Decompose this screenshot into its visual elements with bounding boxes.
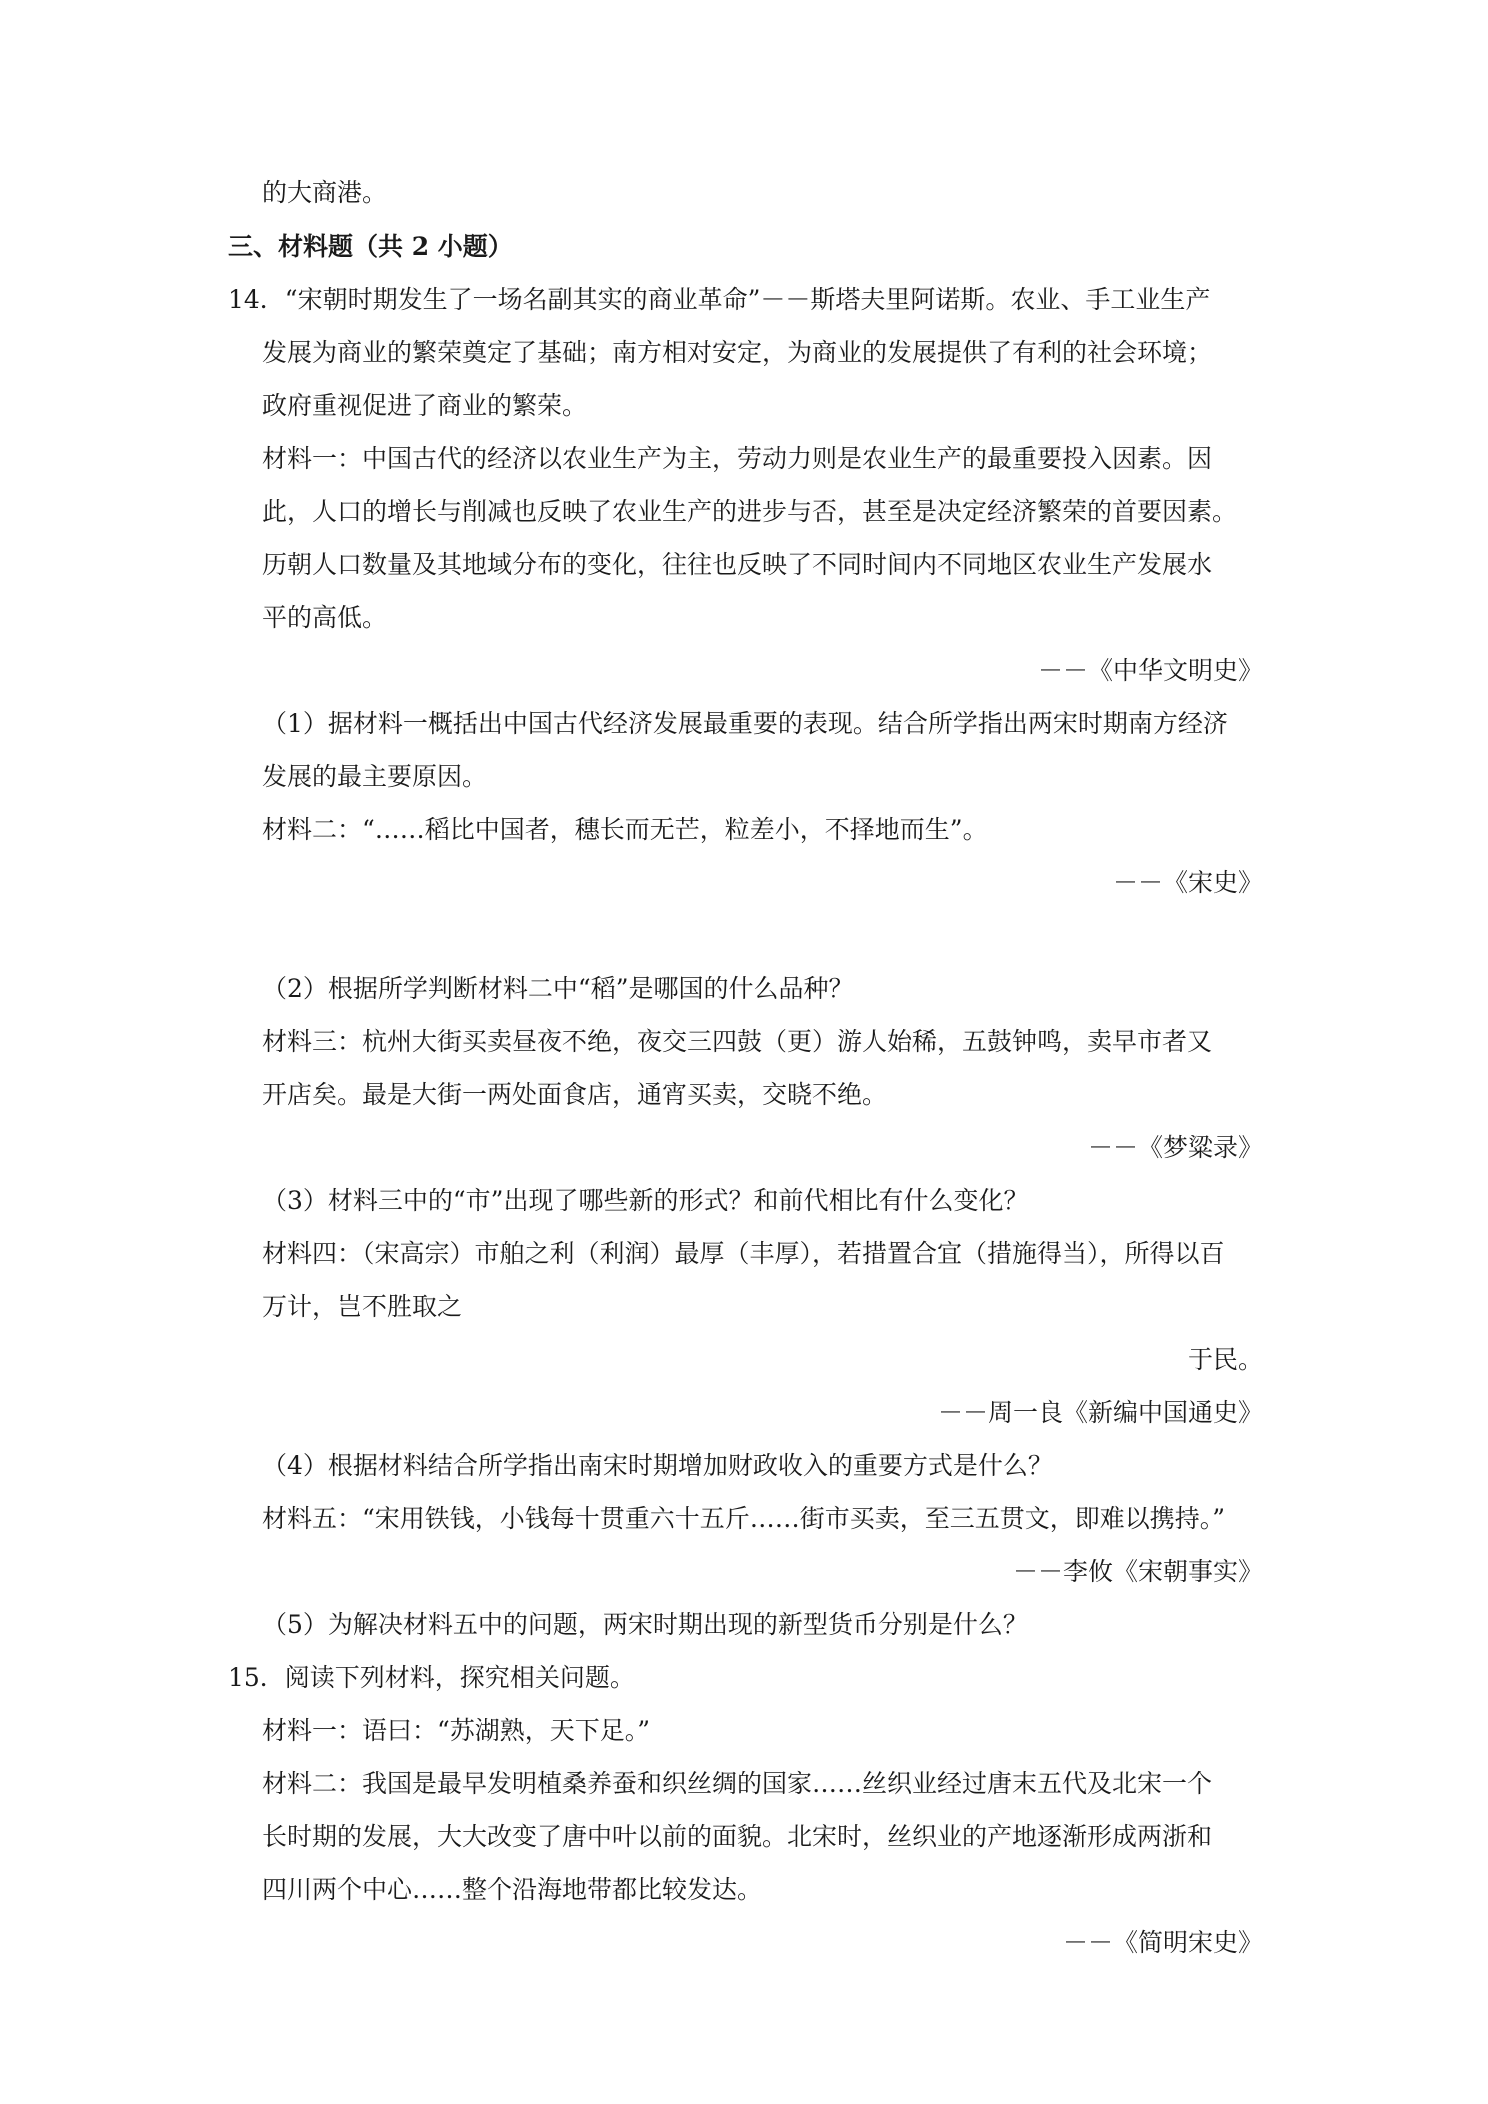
q14-material-1-line-1: 材料一：中国古代的经济以农业生产为主，劳动力则是农业生产的最重要投入因素。因 — [262, 444, 1213, 473]
q15-material-2-line-1: 材料二：我国是最早发明植桑养蚕和织丝绸的国家……丝织业经过唐末五代及北宋一个 — [262, 1769, 1213, 1798]
q14-material-2: 材料二：“……稻比中国者，穗长而无芒，粒差小，不择地而生”。 — [262, 815, 988, 844]
q14-material-5-source: －－李攸《宋朝事实》 — [1012, 1557, 1263, 1586]
q15-material-1: 材料一：语曰：“苏湖熟，天下足。” — [262, 1716, 651, 1745]
q14-material-3-line-2: 开店矣。最是大街一两处面食店，通宵买卖，交晓不绝。 — [262, 1080, 888, 1109]
q15-stem: 15．阅读下列材料，探究相关问题。 — [228, 1663, 635, 1692]
q14-stem-line-1: 14．“宋朝时期发生了一场名副其实的商业革命”－－斯塔夫里阿诺斯。农业、手工业生产 — [228, 285, 1211, 314]
q14-material-1-line-2: 此，人口的增长与削减也反映了农业生产的进步与否，甚至是决定经济繁荣的首要因素。 — [262, 497, 1238, 526]
q14-question-4: （4）根据材料结合所学指出南宋时期增加财政收入的重要方式是什么？ — [262, 1451, 1053, 1480]
q14-question-3: （3）材料三中的“市”出现了哪些新的形式？和前代相比有什么变化？ — [262, 1186, 1029, 1215]
q14-material-3-source: －－《梦粱录》 — [1087, 1133, 1263, 1162]
q14-material-4-tail: 于民。 — [1187, 1345, 1263, 1374]
q14-material-1-line-4: 平的高低。 — [262, 603, 388, 632]
section-heading: 三、材料题（共 2 小题） — [228, 232, 513, 261]
q14-material-4-line-2: 万计，岂不胜取之 — [262, 1292, 463, 1321]
q14-material-1-line-3: 历朝人口数量及其地域分布的变化，往往也反映了不同时间内不同地区农业生产发展水 — [262, 550, 1213, 579]
q14-material-2-source: －－《宋史》 — [1112, 868, 1263, 897]
q14-material-1-source: －－《中华文明史》 — [1037, 656, 1263, 685]
q14-question-1-line-1: （1）据材料一概括出中国古代经济发展最重要的表现。结合所学指出两宋时期南方经济 — [262, 709, 1228, 738]
q14-material-4-source: －－周一良《新编中国通史》 — [937, 1398, 1263, 1427]
q14-stem-line-2: 发展为商业的繁荣奠定了基础；南方相对安定，为商业的发展提供了有利的社会环境； — [262, 338, 1213, 367]
q15-material-2-line-3: 四川两个中心……整个沿海地带都比较发达。 — [262, 1875, 763, 1904]
q14-question-5: （5）为解决材料五中的问题，两宋时期出现的新型货币分别是什么？ — [262, 1610, 1028, 1639]
q15-material-2-source: －－《简明宋史》 — [1062, 1928, 1263, 1957]
q14-stem-line-3: 政府重视促进了商业的繁荣。 — [262, 391, 588, 420]
q14-question-1-line-2: 发展的最主要原因。 — [262, 762, 488, 791]
intro-tail-text: 的大商港。 — [262, 178, 388, 207]
q15-material-2-line-2: 长时期的发展，大大改变了唐中叶以前的面貌。北宋时，丝织业的产地逐渐形成两浙和 — [262, 1822, 1213, 1851]
q14-material-5: 材料五：“宋用铁钱，小钱每十贯重六十五斤……街市买卖，至三五贯文，即难以携持。” — [262, 1504, 1226, 1533]
q14-question-2: （2）根据所学判断材料二中“稻”是哪国的什么品种？ — [262, 974, 854, 1003]
q14-material-3-line-1: 材料三：杭州大街买卖昼夜不绝，夜交三四鼓（更）游人始稀，五鼓钟鸣，卖早市者又 — [262, 1027, 1213, 1056]
q14-material-4-line-1: 材料四：（宋高宗）市舶之利（利润）最厚（丰厚），若措置合宜（措施得当），所得以百 — [262, 1239, 1225, 1268]
